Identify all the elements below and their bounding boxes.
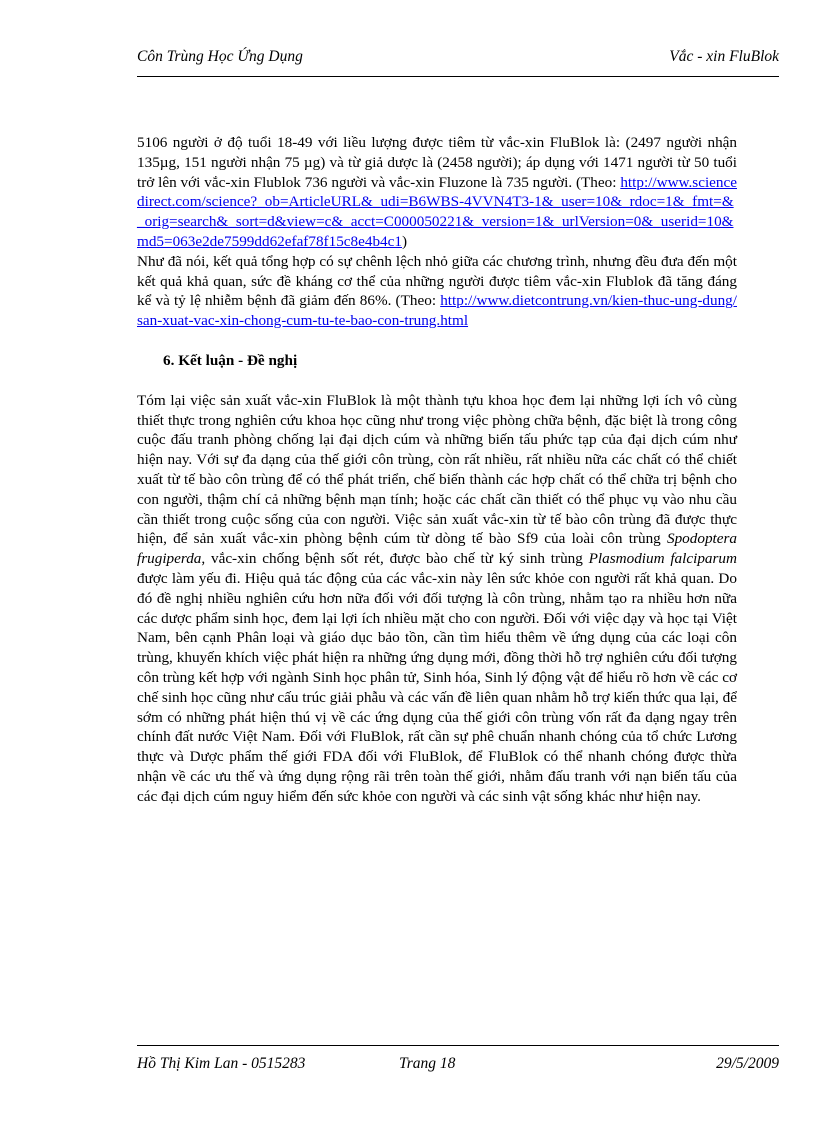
conclusion-text-2: , vắc-xin chống bệnh sốt rét, được bào chế từ ký sinh trùng [201,550,589,568]
page-footer [137,1055,779,1077]
dietcontrung-link[interactable]: http://www.dietcontrung.vn/kien-thuc-ung-dung/san-xuat-vac-xin-chong-cum-tu-te-bao-con-trung.html [137,292,737,330]
header-document-title: Vắc - xin FluBlok [669,48,779,65]
footer-author: Hồ Thị Kim Lan - 0515283 [137,1055,306,1072]
page-body [137,133,737,807]
summary-text: Như đã nói, kết quả tổng hợp có sự chênh lệch nhỏ giữa các chương trình, nhưng đều đưa đến một kết quả khả quan, sức đề kháng cơ thể của những người được tiêm vắc-xin Flublok đã tăng đáng kể và tỷ lệ nhiễm bệnh đã giảm đến 86%. (Theo: [137,252,737,310]
conclusion-text-1: Tóm lại việc sản xuất vắc-xin FluBlok là một thành tựu khoa học đem lại những lợi ích vô cùng thiết thực trong nghiên cứu khoa học cũng như trong việc phòng chữa bệnh, đặc biệt là trong công cuộc đấu tranh phòng chống lại đại dịch cúm và những biến tấu phức tạp của đại dịch cúm như hiện nay. Với sự đa dạng của thế giới côn trùng, còn rất nhiều, rất nhiều nữa các chất có thể chiết xuất từ tế bào côn trùng để có thể phát triển, chế biến thành các hợp chất có thể chữa trị bệnh cho con người, thậm chí cả những bệnh mạn tính; hoặc các chất cần thiết có thể phục vụ vào nhu cầu cần thiết trong cuộc sống của con người. Việc sản xuất vắc-xin từ tế bào côn trùng đã được thực hiện, để sản xuất vắc-xin phòng bệnh cúm từ dòng tế bào Sf9 của loài côn trùng [137,391,737,548]
section-heading-conclusion: 6. Kết luận - Đề nghị [163,351,298,369]
conclusion-text-3: được làm yếu đi. Hiệu quả tác động của các vắc-xin này lên sức khỏe con người rất khả quan. Do đó đề nghị nhiều nghiên cứu hơn nữa đối với đối tượng là côn trùng, nhằm tạo ra nhiều hơn nữa các dược phẩm sinh học, đem lại lợi ích nhiều mặt cho con người. Đối với việc dạy và học tại Việt Nam, bên cạnh Phân loại và giáo dục bảo tồn, cần tìm hiểu thêm về ứng dụng của các loại côn trùng, khuyến khích việc phát hiện ra những ứng dụng mới, đồng thời hỗ trợ nghiên cứu đối tượng côn trùng kết hợp với ngành Sinh học phân tử, Sinh hóa, Sinh lý động vật để hiểu rõ hơn về các cơ chế sinh học cũng như cấu trúc giải phẫu và các vấn đề liên quan nhằm hỗ trợ kiến thức qua lại, để sớm có những phát hiện thú vị về các ứng dụng của thế giới côn trùng vốn rất đa dạng ngay trên chính đất nước Việt Nam. Đối với FluBlok, rất cần sự phê chuẩn nhanh chóng của tổ chức Lương thực và Dược phẩm thế giới FDA đối với FluBlok, để FluBlok có thể nhanh chóng được thừa nhận về các ưu thế và ứng dụng rộng rãi trên toàn thế giới, nhằm đấu tranh với nạn biến tấu của các đại dịch cúm nguy hiểm đến sức khỏe con người và các sinh vật sống khác như hiện nay. [137,569,737,805]
study-results-text: 5106 người ở độ tuổi 18-49 với liều lượng được tiêm từ vắc-xin FluBlok là: (2497 người nhận 135µg, 151 người nhận 75 µg) và từ giả dược là (2458 người); áp dụng với 1471 người từ 50 tuổi trở lên với vắc-xin Flublok 736 người và vắc-xin Fluzone là 735 người. (Theo: [137,134,737,191]
header-divider [137,76,779,77]
footer-page-number: Trang 18 [399,1055,456,1072]
sciencedirect-link[interactable]: http://www.sciencedirect.com/science?_ob=ArticleURL&_udi=B6WBS-4VVN4T3-1&_user=10&_rdoc=1&_fmt=&_orig=search&_sort=d&view=c&_acct=C000050221&_version=1&_urlVersion=0&_userid=10&md5=063e2de7599dd62efaf78f15c8e4b4c1 [137,173,737,250]
footer-divider [137,1045,779,1046]
paragraph-summary [137,252,737,331]
species-plasmodium: Plasmodium falciparum [588,550,737,568]
paragraph-conclusion [137,391,737,807]
header-course-title: Côn Trùng Học Ứng Dụng [137,48,303,65]
footer-date: 29/5/2009 [716,1055,779,1072]
page-header [137,48,779,70]
paragraph-study-results [137,133,737,252]
study-results-close: ) [402,232,408,250]
species-spodoptera: Spodoptera frugiperda [137,530,737,568]
